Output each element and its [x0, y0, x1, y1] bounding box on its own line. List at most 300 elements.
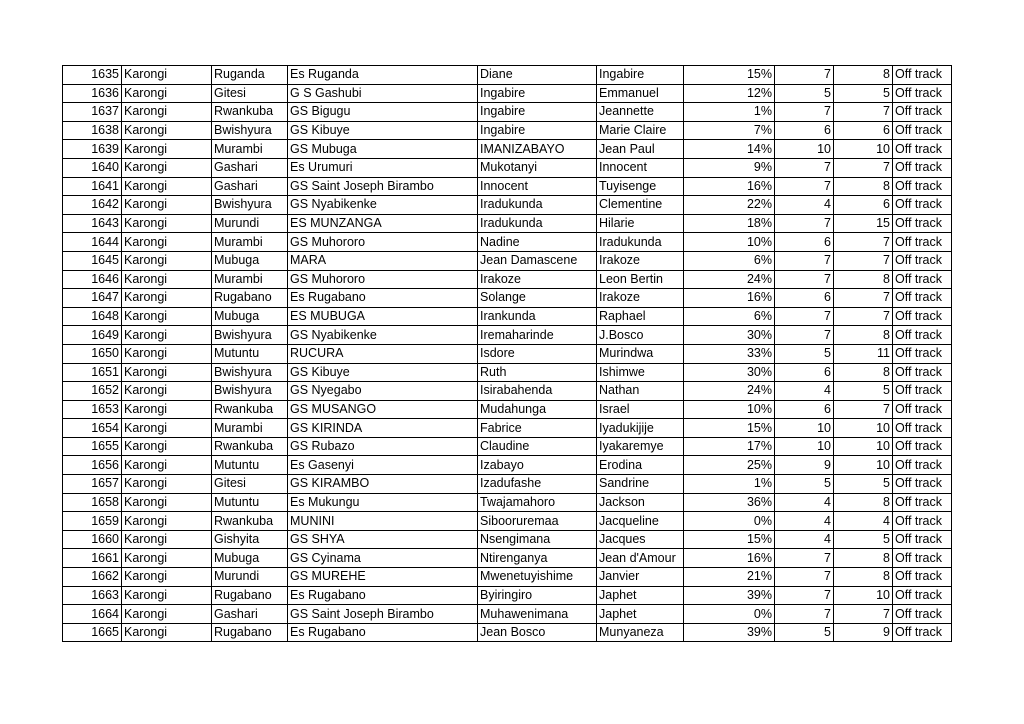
cell-row-number: 1662 [63, 568, 122, 587]
cell-sector: Rwankuba [212, 437, 288, 456]
cell-value-a: 4 [775, 196, 834, 215]
cell-last-name: Diane [478, 66, 597, 85]
cell-district: Karongi [122, 586, 212, 605]
cell-row-number: 1663 [63, 586, 122, 605]
cell-percentage: 1% [684, 103, 775, 122]
cell-last-name: Nadine [478, 233, 597, 252]
cell-district: Karongi [122, 475, 212, 494]
cell-value-b: 8 [834, 549, 893, 568]
cell-last-name: Jean Bosco [478, 623, 597, 642]
cell-school-name: GS Nyegabo [288, 382, 478, 401]
cell-percentage: 10% [684, 400, 775, 419]
cell-value-a: 4 [775, 512, 834, 531]
table-row [63, 233, 952, 252]
cell-percentage: 1% [684, 475, 775, 494]
cell-sector: Murambi [212, 140, 288, 159]
cell-value-b: 7 [834, 400, 893, 419]
table-row [63, 66, 952, 85]
cell-row-number: 1636 [63, 84, 122, 103]
cell-first-name: Jean d'Amour [597, 549, 684, 568]
cell-value-a: 7 [775, 177, 834, 196]
cell-first-name: Jackson [597, 493, 684, 512]
cell-sector: Bwishyura [212, 326, 288, 345]
cell-first-name: J.Bosco [597, 326, 684, 345]
table-row [63, 530, 952, 549]
cell-school-name: Es Urumuri [288, 158, 478, 177]
cell-row-number: 1644 [63, 233, 122, 252]
cell-status: Off track [893, 66, 952, 85]
cell-sector: Murambi [212, 270, 288, 289]
cell-first-name: Ingabire [597, 66, 684, 85]
cell-status: Off track [893, 251, 952, 270]
cell-last-name: Jean Damascene [478, 251, 597, 270]
cell-sector: Murundi [212, 214, 288, 233]
cell-sector: Gashari [212, 605, 288, 624]
cell-first-name: Clementine [597, 196, 684, 215]
cell-value-b: 7 [834, 103, 893, 122]
cell-status: Off track [893, 196, 952, 215]
table-row [63, 251, 952, 270]
cell-school-name: GS MUSANGO [288, 400, 478, 419]
table-row [63, 270, 952, 289]
cell-first-name: Innocent [597, 158, 684, 177]
cell-first-name: Sandrine [597, 475, 684, 494]
cell-value-b: 9 [834, 623, 893, 642]
cell-value-a: 7 [775, 586, 834, 605]
cell-value-a: 6 [775, 363, 834, 382]
cell-value-b: 8 [834, 493, 893, 512]
cell-value-a: 10 [775, 437, 834, 456]
cell-percentage: 15% [684, 530, 775, 549]
cell-status: Off track [893, 456, 952, 475]
cell-value-a: 5 [775, 84, 834, 103]
cell-sector: Bwishyura [212, 382, 288, 401]
cell-school-name: ES MUNZANGA [288, 214, 478, 233]
cell-first-name: Iradukunda [597, 233, 684, 252]
table-row [63, 177, 952, 196]
cell-row-number: 1639 [63, 140, 122, 159]
cell-row-number: 1643 [63, 214, 122, 233]
cell-value-a: 7 [775, 214, 834, 233]
cell-sector: Murambi [212, 419, 288, 438]
cell-row-number: 1641 [63, 177, 122, 196]
cell-district: Karongi [122, 400, 212, 419]
cell-value-a: 5 [775, 623, 834, 642]
cell-school-name: GS Kibuye [288, 363, 478, 382]
cell-district: Karongi [122, 140, 212, 159]
cell-value-a: 6 [775, 400, 834, 419]
cell-percentage: 16% [684, 289, 775, 308]
table-row [63, 307, 952, 326]
cell-value-b: 15 [834, 214, 893, 233]
cell-district: Karongi [122, 605, 212, 624]
cell-value-b: 6 [834, 121, 893, 140]
cell-first-name: Munyaneza [597, 623, 684, 642]
cell-sector: Mubuga [212, 549, 288, 568]
cell-school-name: Es Rugabano [288, 586, 478, 605]
cell-percentage: 25% [684, 456, 775, 475]
cell-school-name: GS KIRAMBO [288, 475, 478, 494]
cell-status: Off track [893, 382, 952, 401]
cell-value-a: 10 [775, 140, 834, 159]
cell-first-name: Ishimwe [597, 363, 684, 382]
cell-value-b: 5 [834, 84, 893, 103]
cell-school-name: GS Nyabikenke [288, 196, 478, 215]
cell-row-number: 1642 [63, 196, 122, 215]
cell-row-number: 1651 [63, 363, 122, 382]
cell-district: Karongi [122, 103, 212, 122]
cell-sector: Mutuntu [212, 493, 288, 512]
cell-value-b: 7 [834, 158, 893, 177]
cell-first-name: Japhet [597, 605, 684, 624]
cell-row-number: 1659 [63, 512, 122, 531]
cell-last-name: Claudine [478, 437, 597, 456]
table-row [63, 437, 952, 456]
cell-percentage: 15% [684, 419, 775, 438]
cell-district: Karongi [122, 437, 212, 456]
cell-school-name: GS KIRINDA [288, 419, 478, 438]
cell-last-name: Isirabahenda [478, 382, 597, 401]
cell-first-name: Erodina [597, 456, 684, 475]
cell-percentage: 39% [684, 623, 775, 642]
cell-status: Off track [893, 549, 952, 568]
cell-percentage: 0% [684, 512, 775, 531]
cell-last-name: Ingabire [478, 84, 597, 103]
cell-school-name: GS Cyinama [288, 549, 478, 568]
cell-sector: Gitesi [212, 84, 288, 103]
table-row [63, 586, 952, 605]
cell-percentage: 16% [684, 177, 775, 196]
cell-row-number: 1660 [63, 530, 122, 549]
cell-sector: Mutuntu [212, 344, 288, 363]
cell-status: Off track [893, 568, 952, 587]
table-row [63, 605, 952, 624]
cell-status: Off track [893, 493, 952, 512]
cell-district: Karongi [122, 66, 212, 85]
cell-last-name: Izadufashe [478, 475, 597, 494]
cell-status: Off track [893, 586, 952, 605]
cell-sector: Rugabano [212, 586, 288, 605]
table-row [63, 214, 952, 233]
cell-district: Karongi [122, 196, 212, 215]
cell-status: Off track [893, 512, 952, 531]
data-table [62, 65, 952, 642]
cell-sector: Gashari [212, 177, 288, 196]
cell-row-number: 1647 [63, 289, 122, 308]
cell-last-name: Sibooruremaa [478, 512, 597, 531]
table-row [63, 363, 952, 382]
cell-value-b: 5 [834, 530, 893, 549]
cell-row-number: 1656 [63, 456, 122, 475]
cell-first-name: Israel [597, 400, 684, 419]
cell-value-a: 6 [775, 233, 834, 252]
cell-status: Off track [893, 121, 952, 140]
cell-school-name: Es Gasenyi [288, 456, 478, 475]
cell-percentage: 0% [684, 605, 775, 624]
cell-last-name: Iremaharinde [478, 326, 597, 345]
cell-value-b: 4 [834, 512, 893, 531]
cell-first-name: Hilarie [597, 214, 684, 233]
cell-sector: Bwishyura [212, 121, 288, 140]
cell-school-name: GS Saint Joseph Birambo [288, 177, 478, 196]
cell-district: Karongi [122, 326, 212, 345]
cell-row-number: 1658 [63, 493, 122, 512]
cell-district: Karongi [122, 512, 212, 531]
cell-percentage: 17% [684, 437, 775, 456]
cell-value-a: 4 [775, 493, 834, 512]
cell-last-name: Ingabire [478, 121, 597, 140]
table-row [63, 140, 952, 159]
cell-first-name: Tuyisenge [597, 177, 684, 196]
cell-value-a: 6 [775, 289, 834, 308]
cell-first-name: Iyakaremye [597, 437, 684, 456]
cell-school-name: G S Gashubi [288, 84, 478, 103]
cell-last-name: Twajamahoro [478, 493, 597, 512]
cell-value-a: 7 [775, 66, 834, 85]
cell-last-name: Iradukunda [478, 196, 597, 215]
cell-district: Karongi [122, 344, 212, 363]
cell-district: Karongi [122, 84, 212, 103]
cell-row-number: 1655 [63, 437, 122, 456]
cell-value-a: 7 [775, 251, 834, 270]
cell-value-b: 10 [834, 140, 893, 159]
cell-percentage: 7% [684, 121, 775, 140]
cell-value-a: 7 [775, 326, 834, 345]
cell-first-name: Jacqueline [597, 512, 684, 531]
cell-percentage: 24% [684, 382, 775, 401]
table-row [63, 419, 952, 438]
cell-sector: Rugabano [212, 623, 288, 642]
cell-percentage: 18% [684, 214, 775, 233]
cell-value-a: 4 [775, 382, 834, 401]
cell-value-a: 5 [775, 344, 834, 363]
cell-school-name: Es Rugabano [288, 623, 478, 642]
cell-value-b: 10 [834, 419, 893, 438]
cell-percentage: 15% [684, 66, 775, 85]
cell-sector: Mutuntu [212, 456, 288, 475]
cell-first-name: Marie Claire [597, 121, 684, 140]
cell-sector: Murambi [212, 233, 288, 252]
cell-school-name: GS Muhororo [288, 233, 478, 252]
table-row [63, 196, 952, 215]
table-row [63, 400, 952, 419]
cell-district: Karongi [122, 419, 212, 438]
cell-status: Off track [893, 326, 952, 345]
cell-first-name: Murindwa [597, 344, 684, 363]
cell-percentage: 9% [684, 158, 775, 177]
cell-district: Karongi [122, 289, 212, 308]
cell-row-number: 1648 [63, 307, 122, 326]
cell-first-name: Janvier [597, 568, 684, 587]
cell-status: Off track [893, 437, 952, 456]
cell-value-a: 7 [775, 158, 834, 177]
cell-row-number: 1664 [63, 605, 122, 624]
cell-percentage: 14% [684, 140, 775, 159]
cell-school-name: GS Kibuye [288, 121, 478, 140]
cell-sector: Mubuga [212, 251, 288, 270]
cell-school-name: GS Rubazo [288, 437, 478, 456]
cell-school-name: GS Bigugu [288, 103, 478, 122]
table-row [63, 344, 952, 363]
cell-district: Karongi [122, 549, 212, 568]
cell-status: Off track [893, 270, 952, 289]
table-row [63, 456, 952, 475]
table-row [63, 623, 952, 642]
table-row [63, 103, 952, 122]
cell-last-name: Irankunda [478, 307, 597, 326]
cell-status: Off track [893, 158, 952, 177]
cell-last-name: Fabrice [478, 419, 597, 438]
cell-status: Off track [893, 605, 952, 624]
table-row [63, 475, 952, 494]
cell-school-name: GS Saint Joseph Birambo [288, 605, 478, 624]
cell-value-a: 7 [775, 605, 834, 624]
cell-status: Off track [893, 289, 952, 308]
cell-status: Off track [893, 400, 952, 419]
cell-district: Karongi [122, 530, 212, 549]
cell-percentage: 30% [684, 326, 775, 345]
cell-district: Karongi [122, 456, 212, 475]
cell-percentage: 24% [684, 270, 775, 289]
table-row [63, 158, 952, 177]
cell-last-name: Ruth [478, 363, 597, 382]
cell-value-b: 7 [834, 233, 893, 252]
cell-district: Karongi [122, 214, 212, 233]
cell-value-b: 7 [834, 605, 893, 624]
cell-first-name: Irakoze [597, 289, 684, 308]
cell-sector: Gishyita [212, 530, 288, 549]
cell-percentage: 21% [684, 568, 775, 587]
cell-last-name: Mukotanyi [478, 158, 597, 177]
table-row [63, 326, 952, 345]
cell-sector: Rwankuba [212, 103, 288, 122]
cell-percentage: 30% [684, 363, 775, 382]
cell-first-name: Japhet [597, 586, 684, 605]
cell-sector: Bwishyura [212, 363, 288, 382]
cell-value-a: 7 [775, 568, 834, 587]
cell-last-name: Mudahunga [478, 400, 597, 419]
cell-row-number: 1638 [63, 121, 122, 140]
cell-status: Off track [893, 623, 952, 642]
cell-district: Karongi [122, 493, 212, 512]
cell-status: Off track [893, 103, 952, 122]
cell-district: Karongi [122, 382, 212, 401]
cell-value-b: 8 [834, 177, 893, 196]
cell-last-name: Nsengimana [478, 530, 597, 549]
cell-value-a: 10 [775, 419, 834, 438]
cell-last-name: Ntirenganya [478, 549, 597, 568]
cell-value-a: 5 [775, 475, 834, 494]
cell-district: Karongi [122, 177, 212, 196]
cell-sector: Gashari [212, 158, 288, 177]
cell-value-b: 10 [834, 437, 893, 456]
cell-status: Off track [893, 140, 952, 159]
cell-school-name: Es Mukungu [288, 493, 478, 512]
cell-first-name: Nathan [597, 382, 684, 401]
cell-value-a: 6 [775, 121, 834, 140]
cell-sector: Rugabano [212, 289, 288, 308]
cell-value-b: 7 [834, 289, 893, 308]
cell-district: Karongi [122, 307, 212, 326]
cell-first-name: Emmanuel [597, 84, 684, 103]
cell-row-number: 1646 [63, 270, 122, 289]
cell-percentage: 6% [684, 251, 775, 270]
cell-district: Karongi [122, 568, 212, 587]
cell-status: Off track [893, 307, 952, 326]
cell-school-name: GS Mubuga [288, 140, 478, 159]
cell-district: Karongi [122, 270, 212, 289]
cell-percentage: 10% [684, 233, 775, 252]
cell-value-b: 10 [834, 586, 893, 605]
cell-last-name: Muhawenimana [478, 605, 597, 624]
cell-percentage: 33% [684, 344, 775, 363]
cell-value-b: 7 [834, 251, 893, 270]
cell-row-number: 1650 [63, 344, 122, 363]
cell-percentage: 39% [684, 586, 775, 605]
cell-sector: Mubuga [212, 307, 288, 326]
cell-district: Karongi [122, 363, 212, 382]
cell-school-name: GS Nyabikenke [288, 326, 478, 345]
cell-status: Off track [893, 177, 952, 196]
cell-percentage: 12% [684, 84, 775, 103]
cell-value-b: 6 [834, 196, 893, 215]
cell-last-name: Iradukunda [478, 214, 597, 233]
cell-district: Karongi [122, 251, 212, 270]
cell-value-b: 8 [834, 568, 893, 587]
cell-percentage: 6% [684, 307, 775, 326]
cell-row-number: 1635 [63, 66, 122, 85]
cell-last-name: Byiringiro [478, 586, 597, 605]
cell-sector: Rwankuba [212, 400, 288, 419]
cell-first-name: Raphael [597, 307, 684, 326]
cell-sector: Rwankuba [212, 512, 288, 531]
cell-value-a: 4 [775, 530, 834, 549]
cell-row-number: 1657 [63, 475, 122, 494]
cell-school-name: ES MUBUGA [288, 307, 478, 326]
cell-row-number: 1653 [63, 400, 122, 419]
cell-first-name: Leon Bertin [597, 270, 684, 289]
table-body [63, 66, 952, 642]
cell-school-name: MARA [288, 251, 478, 270]
cell-status: Off track [893, 84, 952, 103]
table-row [63, 512, 952, 531]
cell-row-number: 1649 [63, 326, 122, 345]
cell-first-name: Irakoze [597, 251, 684, 270]
cell-first-name: Jeannette [597, 103, 684, 122]
cell-first-name: Jacques [597, 530, 684, 549]
cell-row-number: 1665 [63, 623, 122, 642]
cell-status: Off track [893, 530, 952, 549]
table-row [63, 493, 952, 512]
cell-row-number: 1652 [63, 382, 122, 401]
cell-value-b: 5 [834, 382, 893, 401]
cell-value-b: 11 [834, 344, 893, 363]
table-row [63, 549, 952, 568]
cell-row-number: 1661 [63, 549, 122, 568]
cell-value-b: 8 [834, 270, 893, 289]
cell-last-name: Mwenetuyishime [478, 568, 597, 587]
cell-first-name: Jean Paul [597, 140, 684, 159]
cell-percentage: 22% [684, 196, 775, 215]
cell-sector: Bwishyura [212, 196, 288, 215]
cell-status: Off track [893, 214, 952, 233]
cell-value-a: 7 [775, 307, 834, 326]
cell-row-number: 1654 [63, 419, 122, 438]
cell-value-a: 7 [775, 270, 834, 289]
cell-status: Off track [893, 344, 952, 363]
cell-last-name: Ingabire [478, 103, 597, 122]
table-row [63, 289, 952, 308]
